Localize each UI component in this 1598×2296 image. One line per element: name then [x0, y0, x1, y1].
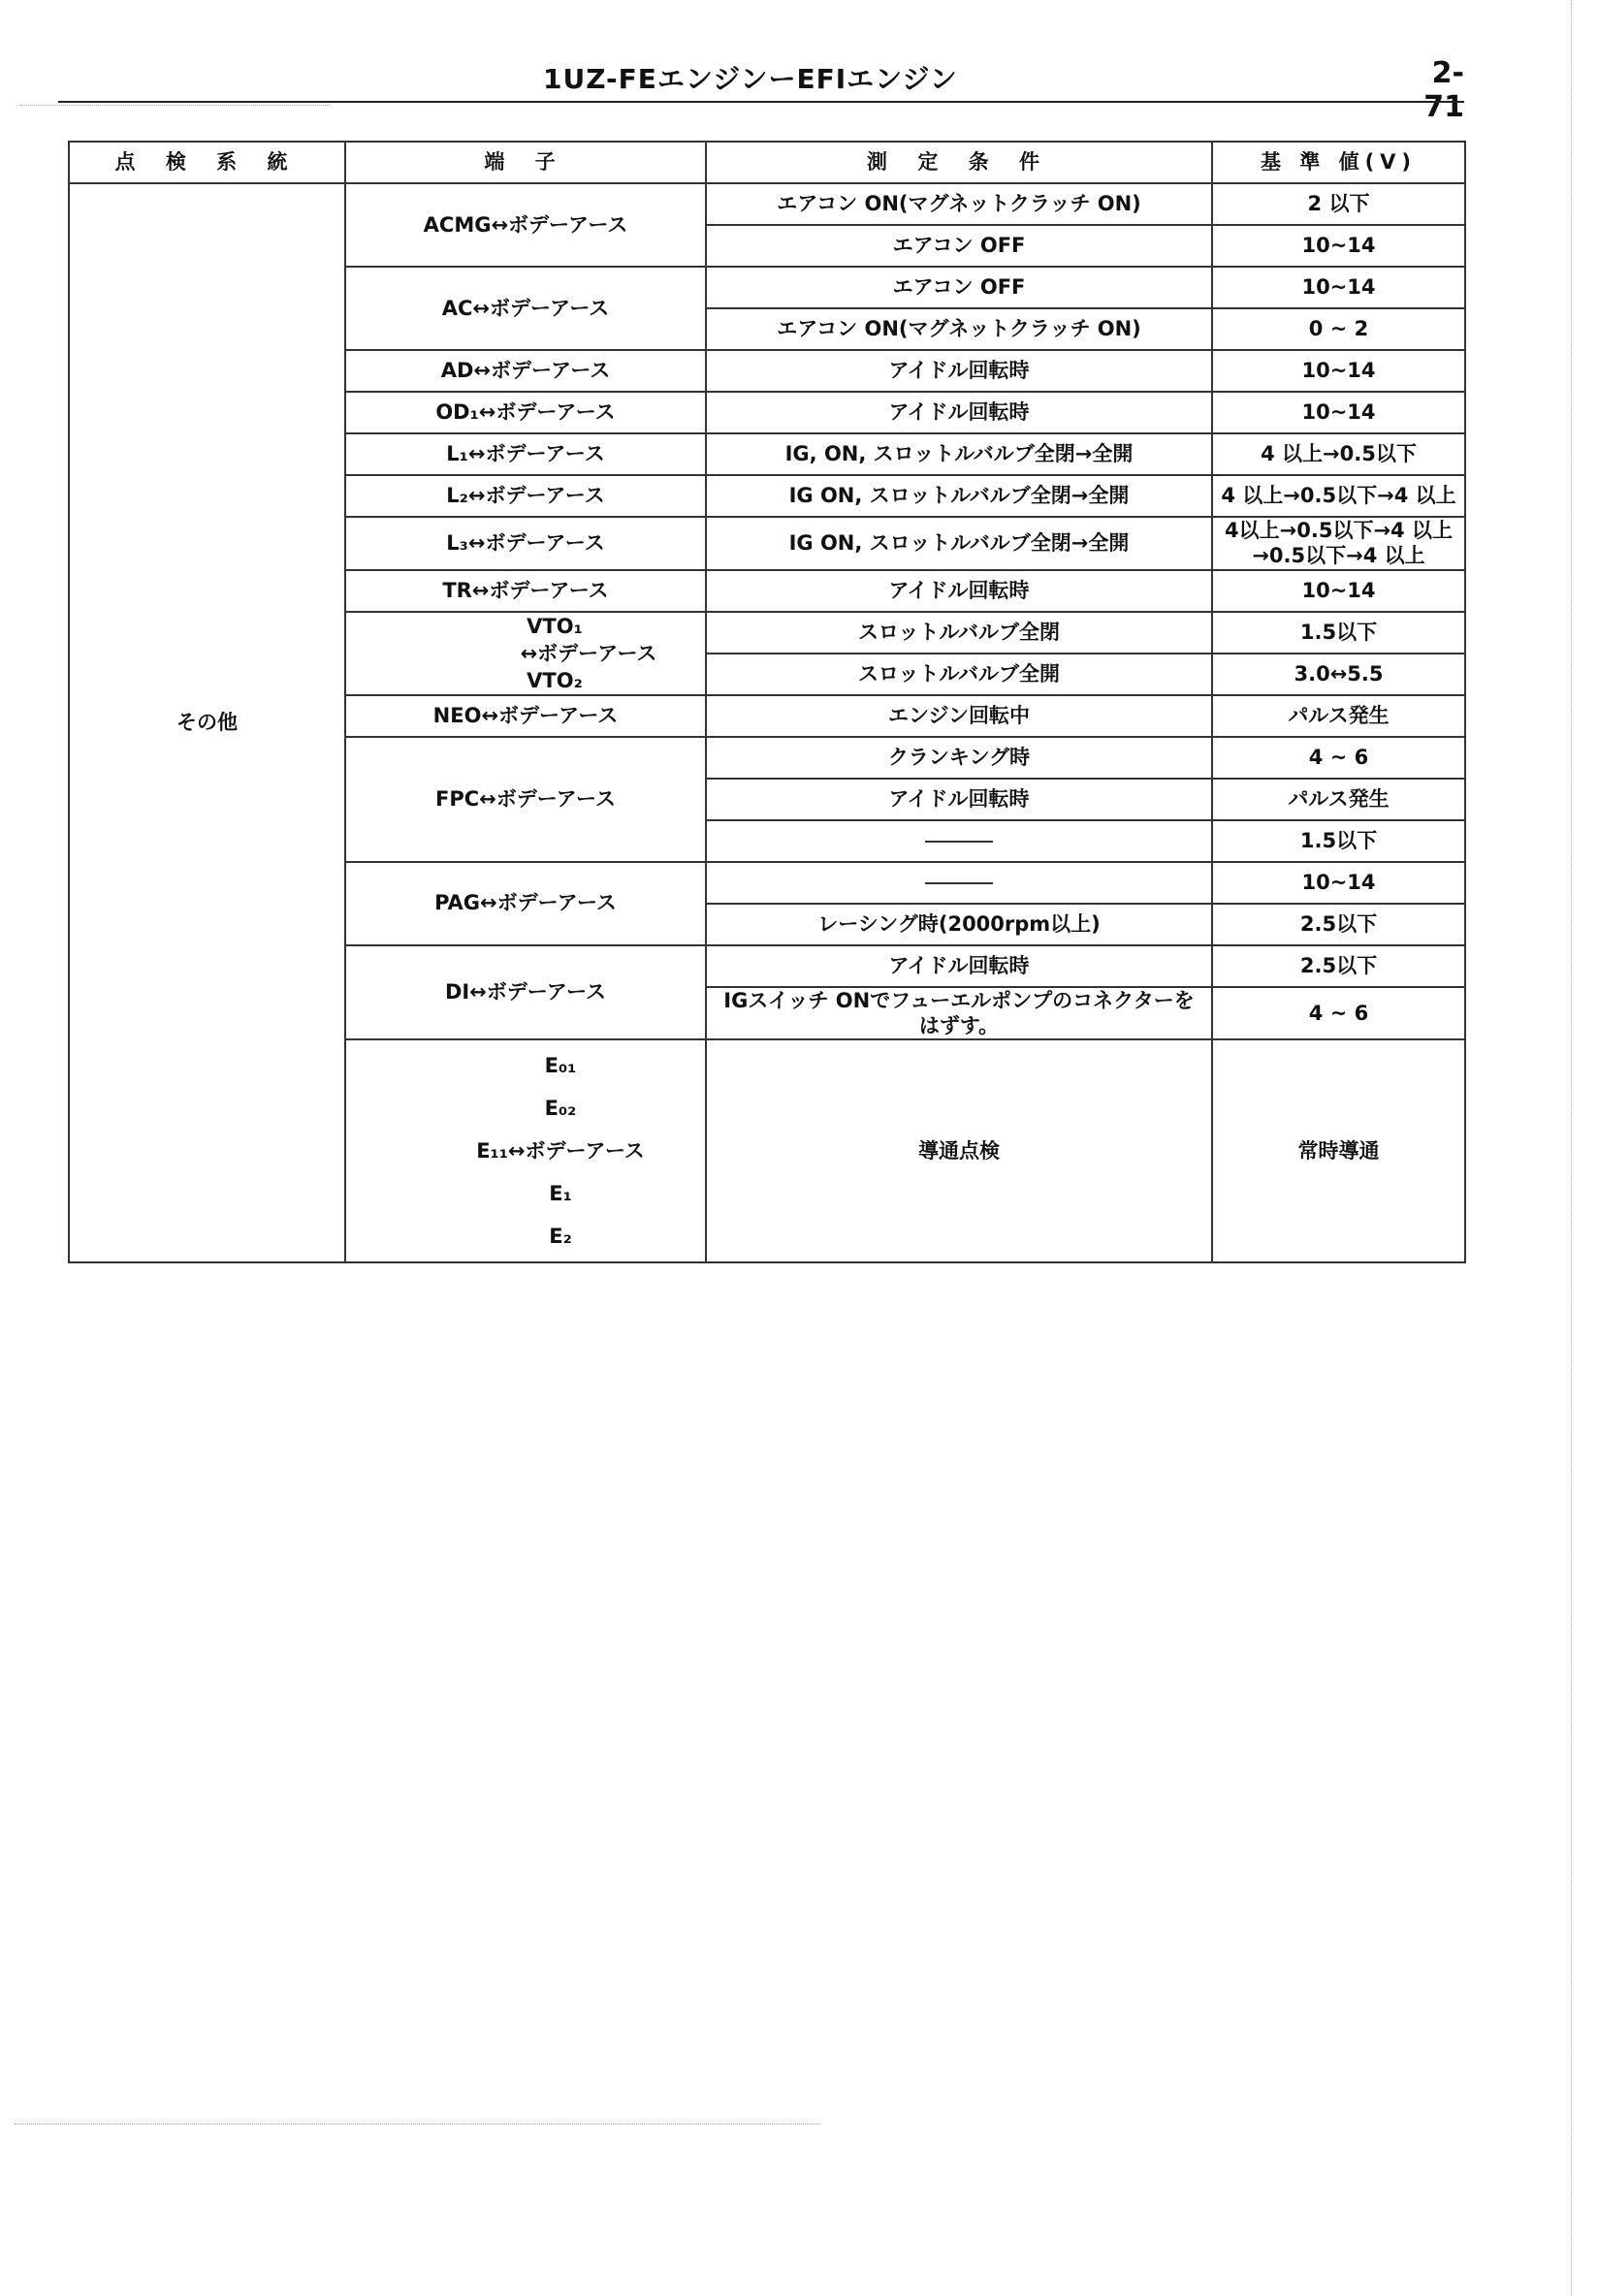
condition-cell: スロットルバルブ全閉 [706, 612, 1212, 654]
value-cell: 4 以上→0.5以下→4 以上 [1212, 475, 1465, 517]
terminal-vto2: VTO₂ [527, 668, 583, 692]
terminal-cell: NEO↔ボデーアース [345, 695, 706, 737]
terminal-cell: FPC↔ボデーアース [345, 737, 706, 862]
terminal-cell: TR↔ボデーアース [345, 570, 706, 612]
header-rule-dots [19, 105, 330, 106]
condition-cell: エアコン OFF [706, 225, 1212, 267]
header-terminal: 端 子 [345, 142, 706, 183]
value-cell: パルス発生 [1212, 779, 1465, 820]
header-system: 点 検 系 統 [69, 142, 345, 183]
condition-cell-dash [706, 820, 1212, 862]
condition-cell: アイドル回転時 [706, 945, 1212, 987]
inspection-table [68, 141, 1466, 1263]
condition-cell: IG ON, スロットルバルブ全閉→全開 [706, 517, 1212, 570]
terminal-e02: E₀₂ [544, 1097, 577, 1120]
value-cell: 10~14 [1212, 225, 1465, 267]
dash-mark [925, 841, 993, 843]
condition-cell: クランキング時 [706, 737, 1212, 779]
terminal-e1: E₁ [549, 1182, 572, 1205]
terminal-cell: DI↔ボデーアース [345, 945, 706, 1040]
terminal-cell: AC↔ボデーアース [345, 267, 706, 350]
bottom-scan-dots [15, 2123, 819, 2124]
terminal-cell: L₁↔ボデーアース [345, 433, 706, 475]
table-row [69, 183, 1465, 225]
value-cell: 10~14 [1212, 267, 1465, 308]
value-cell: 2.5以下 [1212, 945, 1465, 987]
condition-cell: エアコン ON(マグネットクラッチ ON) [706, 183, 1212, 225]
value-cell: 10~14 [1212, 350, 1465, 392]
condition-cell: アイドル回転時 [706, 779, 1212, 820]
terminal-cell: PAG↔ボデーアース [345, 862, 706, 945]
terminal-vto1: VTO₁ [527, 614, 583, 638]
terminal-cell: ACMG↔ボデーアース [345, 183, 706, 267]
value-cell: 1.5以下 [1212, 820, 1465, 862]
value-cell: パルス発生 [1212, 695, 1465, 737]
condition-cell: エアコン OFF [706, 267, 1212, 308]
terminal-cell: L₃↔ボデーアース [345, 517, 706, 570]
page-header-title: 1UZ-FEエンジンーEFIエンジン [543, 63, 958, 95]
terminal-e2: E₂ [549, 1225, 572, 1248]
value-cell: 10~14 [1212, 862, 1465, 904]
condition-cell: IGスイッチ ONでフューエルポンプのコネクターをはずす。 [706, 987, 1212, 1040]
value-cell: 0 ~ 2 [1212, 308, 1465, 350]
condition-cell: IG, ON, スロットルバルブ全閉→全開 [706, 433, 1212, 475]
condition-cell: エンジン回転中 [706, 695, 1212, 737]
terminal-e01: E₀₁ [544, 1054, 577, 1077]
dash-mark [925, 882, 993, 884]
condition-cell: レーシング時(2000rpm以上) [706, 904, 1212, 945]
value-cell: 3.0↔5.5 [1212, 654, 1465, 695]
header-standard-value: 基 準 値(V) [1212, 142, 1465, 183]
condition-cell: アイドル回転時 [706, 392, 1212, 433]
system-cell: その他 [69, 183, 345, 1262]
terminal-e11: E₁₁↔ボデーアース [476, 1139, 645, 1163]
terminal-cell: OD₁↔ボデーアース [345, 392, 706, 433]
header-condition: 測 定 条 件 [706, 142, 1212, 183]
value-cell: 4 ~ 6 [1212, 737, 1465, 779]
value-cell: 2.5以下 [1212, 904, 1465, 945]
value-cell: 4 ~ 6 [1212, 987, 1465, 1040]
right-margin-dots [1571, 0, 1572, 2296]
header-rule [58, 101, 1464, 103]
value-cell: 常時導通 [1212, 1039, 1465, 1262]
terminal-cell: AD↔ボデーアース [345, 350, 706, 392]
value-cell: 2 以下 [1212, 183, 1465, 225]
table-header-row [69, 142, 1465, 183]
condition-cell: エアコン ON(マグネットクラッチ ON) [706, 308, 1212, 350]
terminal-cell-e [345, 1039, 706, 1262]
page-number: 2-71 [1423, 56, 1464, 124]
condition-cell: 導通点検 [706, 1039, 1212, 1262]
condition-cell: アイドル回転時 [706, 350, 1212, 392]
terminal-cell-vto [345, 612, 706, 695]
condition-cell: アイドル回転時 [706, 570, 1212, 612]
value-cell: 4以上→0.5以下→4 以上→0.5以下→4 以上 [1212, 517, 1465, 570]
value-cell: 10~14 [1212, 570, 1465, 612]
value-cell: 10~14 [1212, 392, 1465, 433]
value-cell: 4 以上→0.5以下 [1212, 433, 1465, 475]
condition-cell: IG ON, スロットルバルブ全閉→全開 [706, 475, 1212, 517]
condition-cell: スロットルバルブ全開 [706, 654, 1212, 695]
condition-cell-dash [706, 862, 1212, 904]
terminal-cell: L₂↔ボデーアース [345, 475, 706, 517]
value-cell: 1.5以下 [1212, 612, 1465, 654]
terminal-vto-ground: ↔ボデーアース [520, 641, 657, 665]
